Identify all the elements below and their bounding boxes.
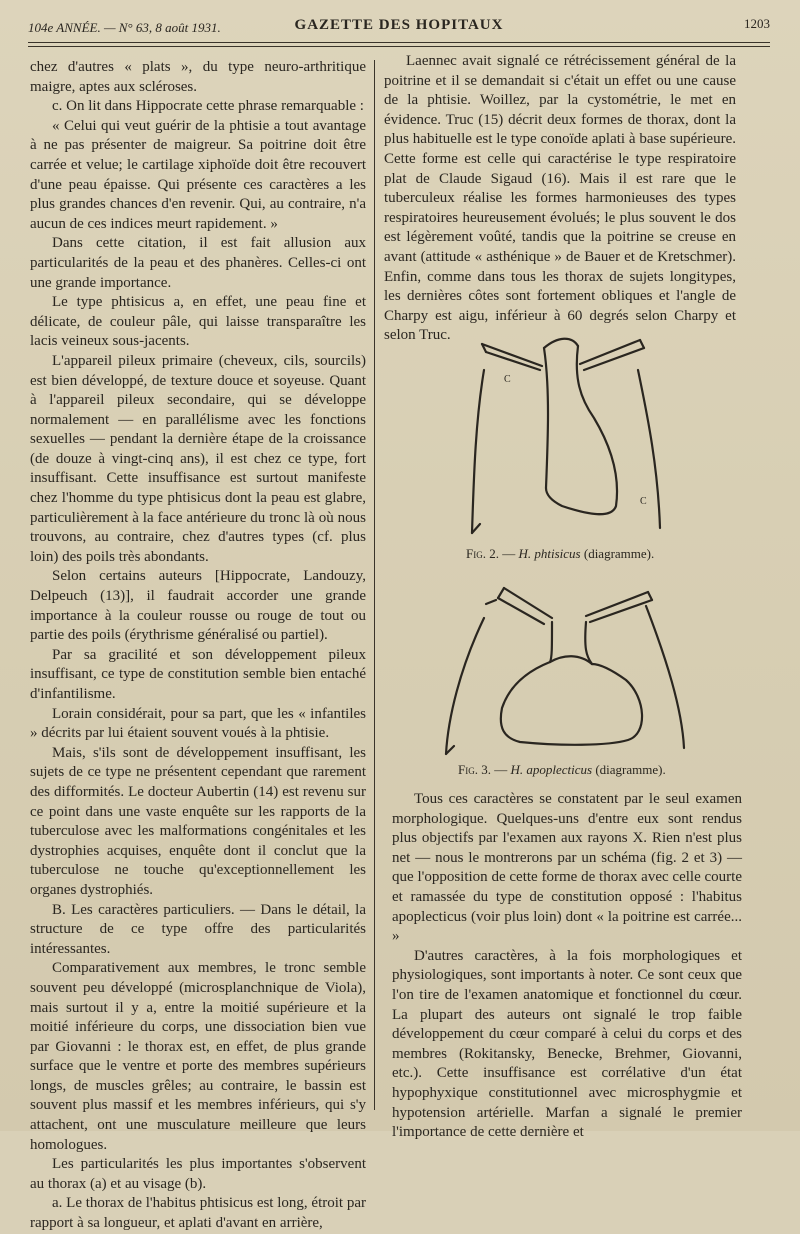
page-number: 1203: [744, 16, 770, 31]
section-heading-paragraph: B. Les caractères particuliers. — Dans le détail, la structure de ce type offre des particularités intéressantes.: [30, 901, 366, 957]
right-column-bottom: [392, 790, 742, 1143]
journal-title: GAZETTE DES HOPITAUX: [294, 17, 504, 33]
svg-text:C: C: [640, 496, 647, 507]
paragraph: a. Le thorax de l'habitus phtisicus est long, étroit par rapport à sa longueur, et aplati d'avant en arrière,: [30, 1195, 366, 1232]
header-rule-thin: [28, 46, 770, 47]
figure-label: Fig. 3.: [458, 762, 491, 777]
paragraph: D'autres caractères, à la fois morphologiques et physiologiques, sont importants à noter. Ce sont ceux que l'on tire de l'examen anatomique et fonctionnel du cœur. La plupart des auteurs ont signalé le trop faible développement du cœur comparé à celui du corps et des membres (Rokitansky, Benecke, Brehmer, Giovanni, etc.). Cette insuffisance est corrélative d'un état hypophyxique constitutionnel avec microsphygmie et hypotension artérielle. Marfan a signalé le premier l'importance de cette dernière et: [392, 947, 742, 1141]
figure-dash: —: [494, 762, 508, 777]
paragraph: Dans cette citation, il est fait allusion aux particularités de la peau et des phanères. Celles-ci ont une grande importance.: [30, 235, 366, 291]
issue-info: 104e ANNÉE. — N° 63, 8 août 1931.: [28, 20, 221, 35]
figure-dash: —: [502, 546, 516, 561]
left-column: [30, 58, 366, 1234]
paragraph: Mais, s'ils sont de développement insuffisant, les sujets de ce type ne présentent cependant que rarement des difformités. Le docteur Aubertin (14) est revenu sur ce point dans une vaste enquête sur les rapports de la tuberculose avec les malformations congénitales et les dystrophies acquises, enquête dont il conclut que la tuberculose ne touche qu'exceptionnellement les organes dystrophiés.: [30, 744, 366, 898]
column-divider: [374, 60, 375, 1110]
paragraph: Les particularités les plus importantes s'observent au thorax (a) et au visage (b).: [30, 1156, 366, 1192]
figure-2-caption: [466, 546, 654, 562]
figure-phtisicus-diagram: [462, 318, 672, 540]
figure-name: H. apoplecticus: [510, 762, 593, 777]
figure-note: (diagramme).: [595, 762, 666, 777]
figure-apoplecticus-diagram: [440, 578, 690, 758]
paragraph: Le type phtisicus a, en effet, une peau fine et délicate, de couleur pâle, qui laisse transparaître les lacis veineux sous-jacents.: [30, 294, 366, 350]
paragraph: L'appareil pileux primaire (cheveux, cils, sourcils) est bien développé, de texture douce et soyeuse. Quant à l'appareil pileux secondaire, qui se développe normalement — en parallélisme avec les fonctions sexuelles — pendant la dernière étape de la croissance (de douze à vingt-cinq ans), il est chez ce type, fort insuffisant. Cette insuffisance est surtout manifeste chez l'homme du type phtisicus dont la peau est glabre, particulièrement à la face antérieure du tronc là où nous trouvons, au contraire, chez d'autres types (cf. plus loin) des poils très abondants.: [30, 352, 366, 565]
page-header: [28, 10, 770, 38]
right-column-top: [384, 52, 736, 346]
figure-label: Fig. 2.: [466, 546, 499, 561]
figure-name: H. phtisicus: [518, 546, 581, 561]
paragraph: Laennec avait signalé ce rétrécissement général de la poitrine et il se demandait si c'était un effet ou une cause de la phtisie. Woillez, par la cystométrie, le met en évidence. Truc (15) décrit deux formes de thorax, dont la plus habituelle est le type conoïde aplati à base supérieure. Cette forme est celle qui caractérise le type respiratoire plat de Claude Sigaud (16). Mais il est rare que le tuberculeux réalise les formes harmonieuses des types respiratoires heureusement évolués; le plus souvent le dos est légèrement voûté, tandis que la poitrine se creuse en avant (attitude « asthénique » de Bauer et de Kretschmer). Enfin, comme dans tous les thorax de sujets longitypes, les dernières côtes sont fortement obliques et l'angle de Charpy est aigu, inférieur à 60 degrés selon Charpy et selon Truc.: [384, 53, 736, 344]
paragraph: c. On lit dans Hippocrate cette phrase remarquable :: [52, 98, 364, 115]
paragraph: chez d'autres « plats », du type neuro-arthritique maigre, aptes aux scléroses.: [30, 59, 366, 95]
paragraph: Comparativement aux membres, le tronc semble souvent peu développé (microsplanchnique de Viola), mais surtout il y a, entre la moitié supérieure et la moitié inférieure du corps, une dissociation bien vue par Giovanni : le thorax est, en effet, de plus grande surface que le ventre et porte des membres supérieurs longs, de muscles grêles; au contraire, le bassin est souvent plus massif et les membres inférieurs, qui s'y attachent, ont une musculature meilleure que leurs homologues.: [30, 960, 366, 1153]
paragraph: Par sa gracilité et son développement pileux insuffisant, ce type de constitution semble bien entaché d'infantilisme.: [30, 646, 366, 702]
paragraph: Lorain considérait, pour sa part, que les « infantiles » décrits par lui étaient souvent voués à la phtisie.: [30, 705, 366, 742]
svg-text:C: C: [504, 374, 511, 385]
paragraph: Tous ces caractères se constatent par le seul examen morphologique. Quelques-uns d'entre eux sont rendus plus objectifs par l'examen aux rayons X. Rien n'est plus net — nous le montrerons par un schéma (fig. 2 et 3) — que l'opposition de cette forme de thorax avec celle courte et ramassée du type de constitution opposé : l'habitus apoplecticus (voir plus loin) dont « la poitrine est carrée... »: [392, 791, 742, 945]
paragraph: « Celui qui veut guérir de la phtisie a tout avantage à ne pas présenter de maigreur. Sa poitrine doit être carrée et velue; le cartilage xiphoïde doit être recouvert d'une peau épaisse. Qui présente ces caractères a les plus grandes chances d'en revenir. Qui, au contraire, n'a aucun de ces indices meurt rapidement. »: [30, 117, 366, 232]
header-rule: [28, 42, 770, 43]
figure-3-caption: [458, 762, 666, 778]
paragraph: Selon certains auteurs [Hippocrate, Landouzy, Delpeuch (13)], il faudrait accorder une grande importance à la couleur rousse ou rouge de tout ou partie des poils (érythrisme généralisé ou partiel).: [30, 568, 366, 644]
figure-note: (diagramme).: [583, 546, 655, 561]
